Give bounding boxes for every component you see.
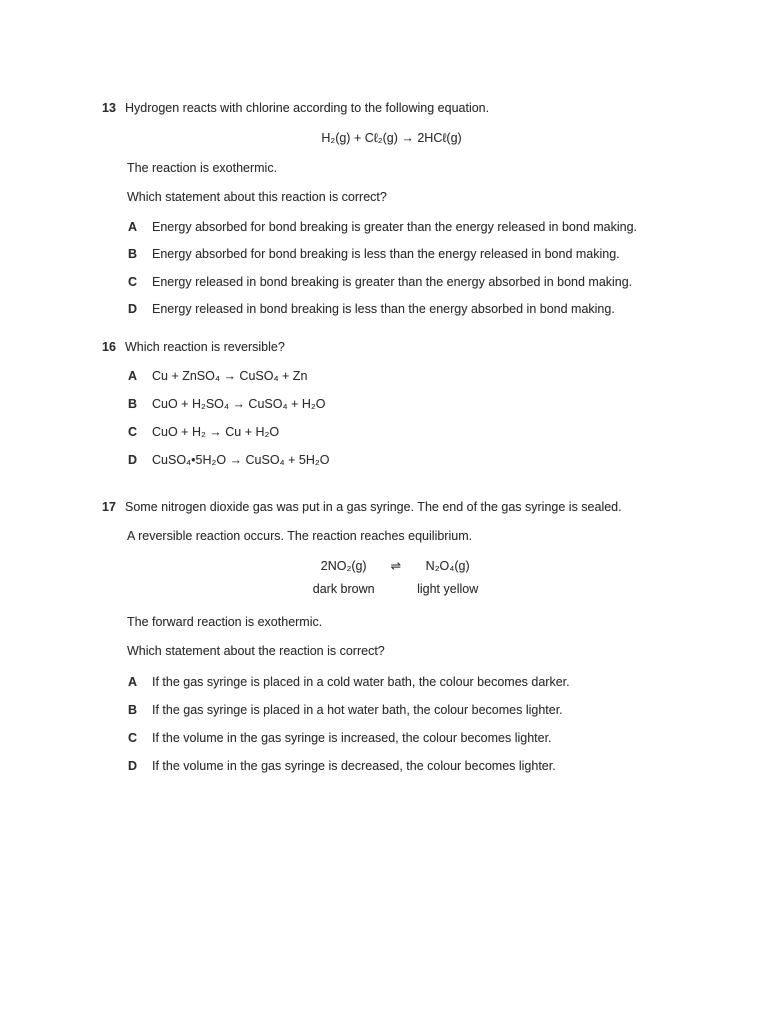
right-species — [417, 559, 478, 597]
option-letter: B — [128, 247, 138, 261]
option-letter: C — [128, 275, 138, 289]
option-text: If the gas syringe is placed in a cold water bath, the colour becomes darker. — [152, 675, 570, 689]
question-number: 13 — [102, 101, 116, 115]
question-16-header — [102, 340, 768, 355]
option-row-c — [128, 425, 768, 440]
question-intro: Hydrogen reacts with chlorine according to the following equation. — [125, 101, 490, 115]
option-equation: Cu + ZnSO₄ → CuSO₄ + Zn — [152, 369, 308, 383]
option-text: Energy released in bond breaking is less than the energy absorbed in bond making. — [152, 302, 615, 316]
option-row-c — [128, 275, 768, 290]
option-row-b — [128, 247, 768, 262]
option-row-b — [128, 703, 768, 718]
question-number: 16 — [102, 340, 116, 354]
option-equation: CuO + H₂SO₄ → CuSO₄ + H₂O — [152, 397, 326, 411]
right-formula: N₂O₄(g) — [425, 559, 470, 573]
option-letter: A — [128, 369, 138, 383]
stem-line: A reversible reaction occurs. The reaction reaches equilibrium. — [127, 529, 473, 543]
chemical-equation: H₂(g) + Cℓ₂(g) → 2HCℓ(g) — [321, 131, 462, 145]
stem-line: Which statement about this reaction is correct? — [127, 190, 387, 204]
option-text: Energy absorbed for bond breaking is greater than the energy released in bond making. — [152, 220, 638, 234]
option-row-d — [128, 759, 768, 774]
question-intro: Some nitrogen dioxide gas was put in a gas syringe. The end of the gas syringe is sealed. — [125, 500, 622, 514]
option-text: Energy released in bond breaking is greater than the energy absorbed in bond making. — [152, 275, 633, 289]
left-formula: 2NO₂(g) — [320, 559, 367, 573]
option-text: If the volume in the gas syringe is decreased, the colour becomes lighter. — [152, 759, 556, 773]
option-row-d — [128, 453, 768, 468]
equilibrium-equation — [0, 559, 768, 597]
option-letter: B — [128, 397, 138, 411]
option-letter: D — [128, 302, 138, 316]
stem-line: Which statement about the reaction is correct? — [127, 644, 385, 658]
stem-line: The reaction is exothermic. — [127, 161, 278, 175]
option-row-a — [128, 369, 768, 384]
left-species — [313, 559, 375, 597]
option-letter: C — [128, 731, 138, 745]
option-row-b — [128, 397, 768, 412]
stem-line: The forward reaction is exothermic. — [127, 615, 323, 629]
option-text: If the volume in the gas syringe is increased, the colour becomes lighter. — [152, 731, 552, 745]
option-letter: D — [128, 759, 138, 773]
option-letter: D — [128, 453, 138, 467]
option-text: Energy absorbed for bond breaking is less than the energy released in bond making. — [152, 247, 620, 261]
option-letter: C — [128, 425, 138, 439]
question-number: 17 — [102, 500, 116, 514]
option-row-c — [128, 731, 768, 746]
question-17 — [0, 500, 768, 774]
option-row-a — [128, 675, 768, 690]
question-17-header — [102, 500, 768, 515]
option-equation: CuO + H₂ → Cu + H₂O — [152, 425, 280, 439]
option-letter: A — [128, 675, 138, 689]
option-text: If the gas syringe is placed in a hot water bath, the colour becomes lighter. — [152, 703, 563, 717]
right-species-label: light yellow — [417, 582, 479, 596]
question-13 — [0, 101, 768, 317]
option-equation: CuSO₄•5H₂O → CuSO₄ + 5H₂O — [152, 453, 330, 467]
option-letter: B — [128, 703, 138, 717]
equilibrium-arrow-icon: ⇌ — [390, 559, 402, 573]
question-13-header — [102, 101, 768, 116]
question-intro: Which reaction is reversible? — [125, 340, 285, 354]
question-16 — [0, 340, 768, 468]
left-species-label: dark brown — [312, 582, 375, 596]
option-row-a — [128, 220, 768, 235]
option-letter: A — [128, 220, 138, 234]
option-row-d — [128, 302, 768, 317]
